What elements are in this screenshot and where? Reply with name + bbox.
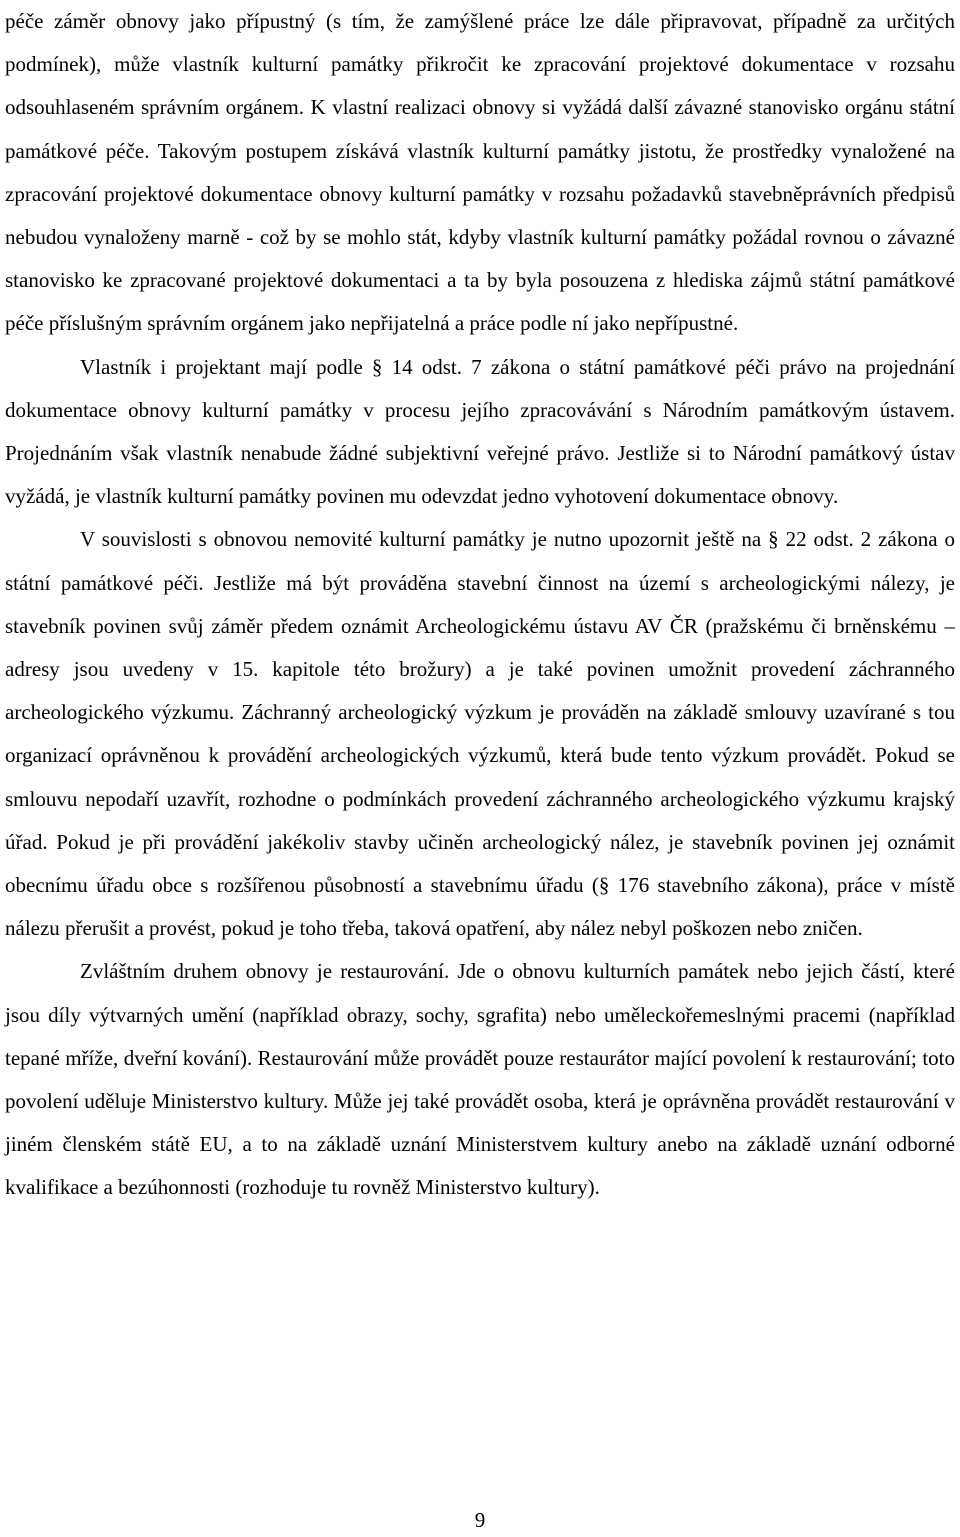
paragraph-archaeology: V souvislosti s obnovou nemovité kulturní památky je nutno upozornit ještě na § 22 odst. 2 zákona o státní památkové péči. Jestliže má být prováděna stavební činnost na území s archeologickými nálezy, je stavebník povinen svůj záměr předem oznámit Archeologickému ústavu AV ČR (pražskému či brněnskému – adresy jsou uvedeny v 15. kapitole této brožury) a je také povinen umožnit provedení záchranného archeologického výzkumu. Záchranný archeologický výzkum je prováděn na základě smlouvy uzavírané s tou organizací oprávněnou k provádění archeologických výzkumů, která bude tento výzkum provádět. Pokud se smlouvu nepodaří uzavřít, rozhodne o podmínkách provedení záchranného archeologického výzkumu krajský úřad. Pokud je při provádění jakékoliv stavby učiněn archeologický nález, je stavebník povinen jej oznámit obecnímu úřadu obce s rozšířenou působností a stavebnímu úřadu (§ 176 stavebního zákona), práce v místě nálezu přerušit a provést, pokud je toho třeba, taková opatření, aby nález nebyl poškozen nebo zničen. — [5, 527, 955, 941]
paragraph-restoration: Zvláštním druhem obnovy je restaurování. Jde o obnovu kulturních památek nebo jejich částí, které jsou díly výtvarných umění (například obrazy, sochy, sgrafita) nebo uměleckořemeslnými pracemi (například tepané mříže, dveřní kování). Restaurování může provádět pouze restaurátor mající povolení k restaurování; toto povolení uděluje Ministerstvo kultury. Může jej také provádět osoba, která je oprávněna provádět restaurování v jiném členském státě EU, a to na základě uznání Ministerstvem kultury anebo na základě uznání odborné kvalifikace a bezúhonnosti (rozhoduje tu rovněž Ministerstvo kultury). — [5, 959, 955, 1200]
paragraph-project-consultation: Vlastník i projektant mají podle § 14 odst. 7 zákona o státní památkové péči právo na projednání dokumentace obnovy kulturní památky v procesu jejího zpracovávání s Národním památkovým ústavem. Projednáním však vlastník nenabude žádné subjektivní veřejné právo. Jestliže si to Národní památkový ústav vyžádá, je vlastník kulturní památky povinen mu odevzdat jedno vyhotovení dokumentace obnovy. — [5, 354, 955, 509]
document-page — [5, 0, 955, 1210]
paragraph-continuation: péče záměr obnovy jako přípustný (s tím, že zamýšlené práce lze dále připravovat, případně za určitých podmínek), může vlastník kulturní památky přikročit ke zpracování projektové dokumentace v rozsahu odsouhlaseném správním orgánem. K vlastní realizaci obnovy si vyžádá další závazné stanovisko orgánu státní památkové péče. Takovým postupem získává vlastník kulturní památky jistotu, že prostředky vynaložené na zpracování projektové dokumentace obnovy kulturní památky v rozsahu požadavků stavebněprávních předpisů nebudou vynaloženy marně - což by se mohlo stát, kdyby vlastník kulturní památky požádal rovnou o závazné stanovisko ke zpracované projektové dokumentaci a ta by byla posouzena z hlediska zájmů státní památkové péče příslušným správním orgánem jako nepřijatelná a práce podle ní jako nepřípustné. — [5, 9, 955, 336]
page-number: 9 — [474, 1508, 486, 1532]
